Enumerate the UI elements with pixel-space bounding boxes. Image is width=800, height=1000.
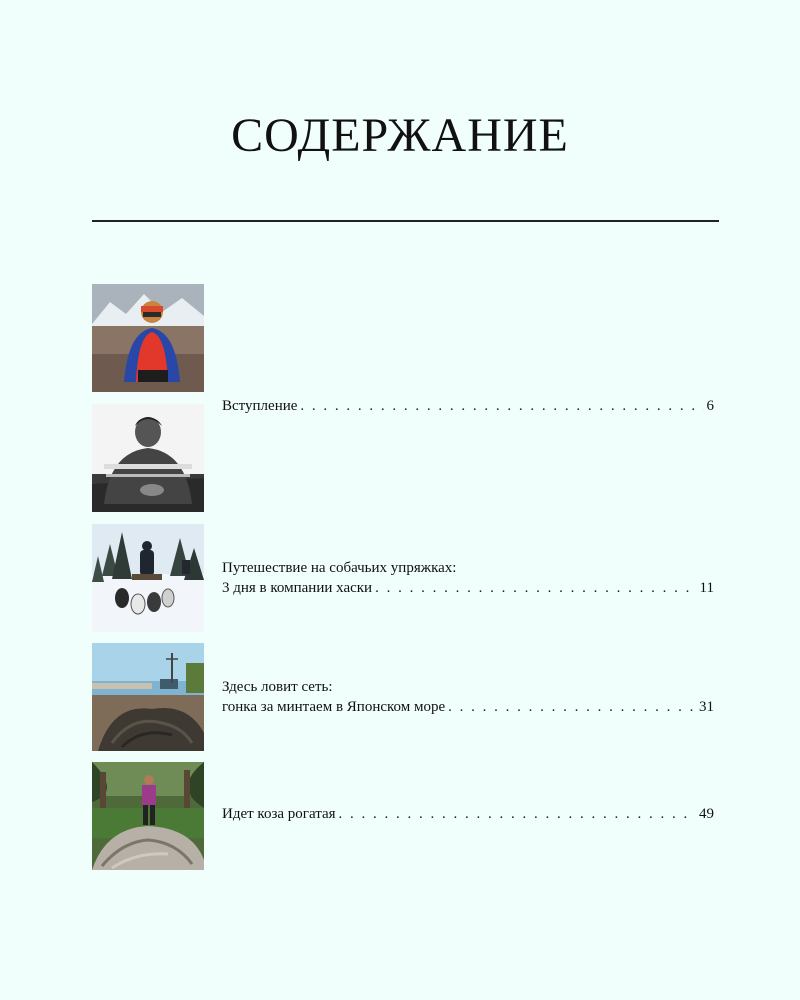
- person-boat-bw-photo: [92, 404, 204, 512]
- person-mountains-photo: [92, 284, 204, 392]
- toc-entry-title: Идет коза рогатая: [222, 806, 336, 822]
- fishing-nets-shore-photo: [92, 643, 204, 751]
- toc-entry-title: Здесь ловит сеть:: [222, 679, 333, 695]
- dot-leader: [448, 697, 696, 717]
- toc-page-number: 6: [706, 398, 714, 414]
- toc-entry-fishing[interactable]: [222, 677, 714, 717]
- page-title: СОДЕРЖАНИЕ: [231, 109, 569, 162]
- toc-entry-subtitle: 3 дня в компании хаски: [222, 580, 373, 596]
- dog-sled-snow-photo: [92, 524, 204, 632]
- dot-leader: [300, 396, 703, 416]
- dot-leader: [375, 578, 696, 598]
- toc-entry-dog-sled[interactable]: [222, 558, 714, 598]
- toc-entry-intro[interactable]: [222, 396, 714, 416]
- toc-entry-title: Путешествие на собачьих упряжках:: [222, 560, 457, 576]
- toc-entry-goat[interactable]: [222, 804, 714, 824]
- toc-page-number: 31: [699, 699, 714, 715]
- toc-page-number: 11: [699, 580, 714, 596]
- toc-page-number: 49: [699, 806, 714, 822]
- goat-farm-photo: [92, 762, 204, 870]
- dot-leader: [339, 804, 696, 824]
- title-divider: [92, 220, 719, 222]
- toc-entry-subtitle: гонка за минтаем в Японском море: [222, 699, 446, 715]
- toc-entry-title: Вступление: [222, 398, 298, 414]
